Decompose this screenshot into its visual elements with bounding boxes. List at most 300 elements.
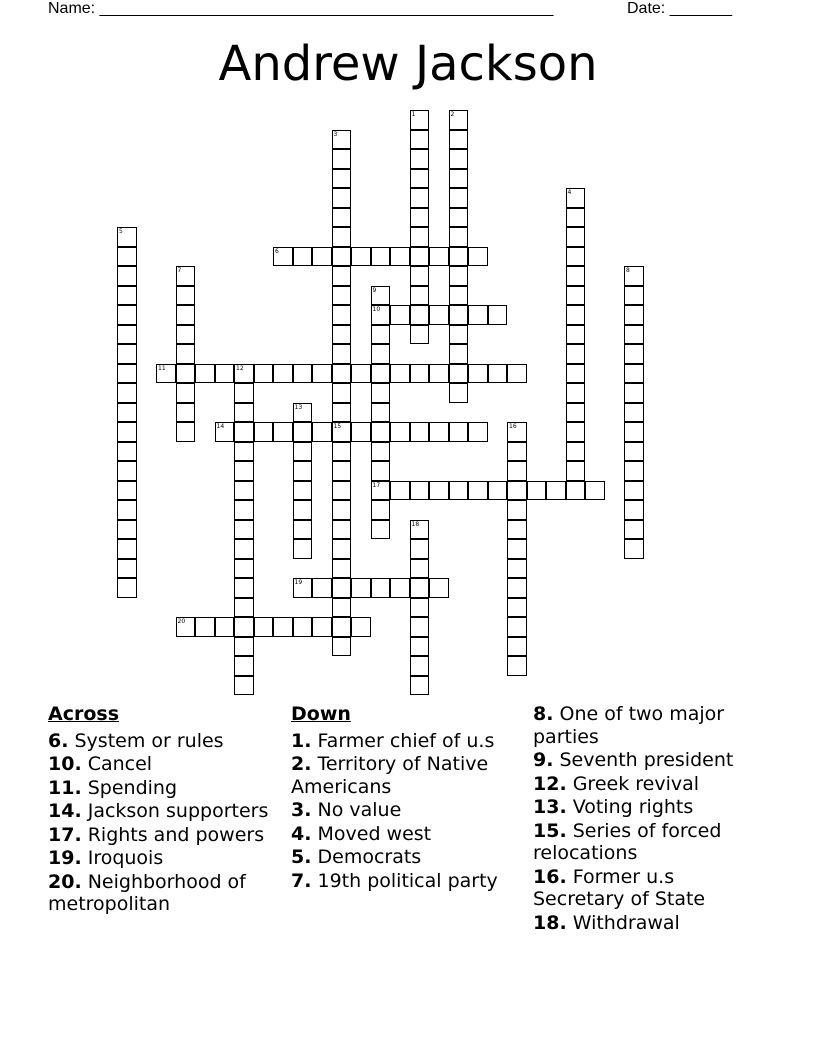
grid-cell[interactable] bbox=[488, 305, 508, 325]
grid-cell[interactable] bbox=[234, 422, 254, 442]
grid-cell[interactable] bbox=[117, 422, 137, 442]
grid-cell[interactable] bbox=[449, 266, 469, 286]
clue-number: 18 bbox=[411, 520, 420, 528]
grid-cell[interactable] bbox=[624, 266, 644, 286]
grid-cell[interactable] bbox=[410, 539, 430, 559]
grid-cell[interactable] bbox=[234, 578, 254, 598]
grid-cell[interactable] bbox=[176, 617, 196, 637]
grid-cell[interactable] bbox=[449, 110, 469, 130]
clue-item bbox=[48, 871, 288, 916]
grid-cell[interactable] bbox=[332, 442, 352, 462]
grid-cell[interactable] bbox=[507, 364, 527, 384]
grid-cell[interactable] bbox=[117, 286, 137, 306]
grid-cell[interactable] bbox=[566, 325, 586, 345]
clue-number-label: 20. bbox=[48, 870, 82, 893]
grid-cell[interactable] bbox=[507, 461, 527, 481]
grid-cell[interactable] bbox=[624, 520, 644, 540]
clue-number-label: 8. bbox=[533, 703, 554, 725]
clue-item bbox=[48, 753, 288, 776]
grid-cell[interactable] bbox=[624, 539, 644, 559]
grid-cell[interactable] bbox=[390, 578, 410, 598]
grid-cell[interactable] bbox=[507, 598, 527, 618]
clue-item bbox=[48, 777, 288, 800]
clue-text: No value bbox=[311, 799, 402, 821]
clue-text: 19th political party bbox=[311, 869, 498, 892]
grid-cell[interactable] bbox=[410, 169, 430, 189]
grid-cell[interactable] bbox=[566, 266, 586, 286]
puzzle-title: Andrew Jackson bbox=[218, 36, 598, 92]
grid-cell[interactable] bbox=[566, 461, 586, 481]
grid-cell[interactable] bbox=[117, 403, 137, 423]
clue-text: Series of forced relocations bbox=[533, 819, 722, 864]
clue-number: 6 bbox=[275, 247, 279, 255]
grid-cell[interactable] bbox=[312, 364, 332, 384]
grid-cell[interactable] bbox=[566, 364, 586, 384]
grid-cell[interactable] bbox=[332, 578, 352, 598]
grid-cell[interactable] bbox=[332, 364, 352, 384]
grid-cell[interactable] bbox=[410, 286, 430, 306]
grid-cell[interactable] bbox=[117, 461, 137, 481]
grid-cell[interactable] bbox=[117, 481, 137, 501]
grid-cell[interactable] bbox=[293, 247, 313, 267]
across-clue-list bbox=[48, 730, 288, 916]
down-clues-column-continued bbox=[533, 703, 763, 935]
grid-cell[interactable] bbox=[449, 481, 469, 501]
grid-cell[interactable] bbox=[371, 520, 391, 540]
grid-cell[interactable] bbox=[566, 442, 586, 462]
grid-cell[interactable] bbox=[117, 442, 137, 462]
grid-cell[interactable] bbox=[293, 461, 313, 481]
clue-item bbox=[291, 846, 531, 869]
grid-cell[interactable] bbox=[566, 247, 586, 267]
grid-cell[interactable] bbox=[234, 617, 254, 637]
grid-cell[interactable] bbox=[176, 286, 196, 306]
clue-number: 14 bbox=[216, 423, 225, 430]
grid-cell[interactable] bbox=[410, 149, 430, 169]
grid-cell[interactable] bbox=[332, 149, 352, 169]
grid-cell[interactable] bbox=[176, 344, 196, 364]
grid-cell[interactable] bbox=[410, 305, 430, 325]
grid-cell[interactable] bbox=[195, 617, 215, 637]
grid-cell[interactable] bbox=[507, 442, 527, 462]
grid-cell[interactable] bbox=[371, 325, 391, 345]
grid-cell[interactable] bbox=[332, 130, 352, 150]
grid-cell[interactable] bbox=[351, 578, 371, 598]
grid-cell[interactable] bbox=[293, 403, 313, 423]
grid-cell[interactable] bbox=[273, 247, 293, 267]
clue-number: 17 bbox=[372, 481, 381, 489]
grid-cell[interactable] bbox=[449, 188, 469, 208]
grid-cell[interactable] bbox=[215, 422, 235, 442]
grid-cell[interactable] bbox=[312, 247, 332, 267]
clue-number: 13 bbox=[294, 403, 303, 411]
grid-cell[interactable] bbox=[117, 305, 137, 325]
grid-cell[interactable] bbox=[371, 286, 391, 306]
grid-cell[interactable] bbox=[332, 520, 352, 540]
grid-cell[interactable] bbox=[332, 617, 352, 637]
grid-cell[interactable] bbox=[449, 247, 469, 267]
clue-text: Greek revival bbox=[566, 772, 700, 795]
grid-cell[interactable] bbox=[332, 598, 352, 618]
grid-cell[interactable] bbox=[332, 344, 352, 364]
grid-cell[interactable] bbox=[507, 656, 527, 676]
grid-cell[interactable] bbox=[410, 656, 430, 676]
grid-cell[interactable] bbox=[332, 227, 352, 247]
clue-number: 19 bbox=[294, 579, 303, 586]
clue-number: 3 bbox=[333, 130, 338, 138]
grid-cell[interactable] bbox=[449, 325, 469, 345]
down-clues-column bbox=[291, 703, 531, 893]
grid-cell[interactable] bbox=[234, 500, 254, 520]
grid-cell[interactable] bbox=[410, 637, 430, 657]
grid-cell[interactable] bbox=[371, 403, 391, 423]
clue-number-label: 12. bbox=[533, 772, 567, 795]
grid-cell[interactable] bbox=[624, 500, 644, 520]
grid-cell[interactable] bbox=[371, 364, 391, 384]
grid-cell[interactable] bbox=[332, 188, 352, 208]
grid-cell[interactable] bbox=[410, 266, 430, 286]
across-heading: Across bbox=[48, 703, 120, 725]
grid-cell[interactable] bbox=[429, 578, 449, 598]
grid-cell[interactable] bbox=[468, 422, 488, 442]
grid-cell[interactable] bbox=[468, 247, 488, 267]
clue-text: Neighborhood of metropolitan bbox=[48, 870, 246, 915]
grid-cell[interactable] bbox=[449, 208, 469, 228]
grid-cell[interactable] bbox=[624, 422, 644, 442]
grid-cell[interactable] bbox=[507, 481, 527, 501]
grid-cell[interactable] bbox=[624, 286, 644, 306]
clue-text: Iroquois bbox=[81, 847, 164, 869]
grid-cell[interactable] bbox=[390, 481, 410, 501]
clue-item bbox=[48, 800, 288, 823]
clue-item bbox=[533, 703, 763, 748]
grid-cell[interactable] bbox=[176, 403, 196, 423]
grid-cell[interactable] bbox=[234, 364, 254, 384]
grid-cell[interactable] bbox=[371, 422, 391, 442]
grid-cell[interactable] bbox=[332, 422, 352, 442]
grid-cell[interactable] bbox=[215, 617, 235, 637]
grid-cell[interactable] bbox=[449, 422, 469, 442]
grid-cell[interactable] bbox=[468, 364, 488, 384]
grid-cell[interactable] bbox=[410, 422, 430, 442]
grid-cell[interactable] bbox=[351, 617, 371, 637]
grid-cell[interactable] bbox=[546, 481, 566, 501]
grid-cell[interactable] bbox=[429, 247, 449, 267]
grid-cell[interactable] bbox=[410, 325, 430, 345]
grid-cell[interactable] bbox=[429, 422, 449, 442]
grid-cell[interactable] bbox=[332, 461, 352, 481]
clue-number: 2 bbox=[450, 111, 455, 118]
grid-cell[interactable] bbox=[293, 578, 313, 598]
clue-text: One of two major parties bbox=[533, 703, 725, 748]
grid-cell[interactable] bbox=[117, 364, 137, 384]
grid-cell[interactable] bbox=[234, 520, 254, 540]
date-field-label: Date: _______ bbox=[627, 0, 732, 17]
clue-item bbox=[533, 912, 763, 935]
grid-cell[interactable] bbox=[117, 266, 137, 286]
clue-number-label: 7. bbox=[291, 869, 312, 892]
grid-cell[interactable] bbox=[312, 422, 332, 442]
grid-cell[interactable] bbox=[176, 325, 196, 345]
grid-cell[interactable] bbox=[234, 656, 254, 676]
grid-cell[interactable] bbox=[351, 422, 371, 442]
grid-cell[interactable] bbox=[371, 247, 391, 267]
grid-cell[interactable] bbox=[429, 364, 449, 384]
grid-cell[interactable] bbox=[624, 481, 644, 501]
grid-cell[interactable] bbox=[293, 539, 313, 559]
grid-cell[interactable] bbox=[585, 481, 605, 501]
clue-text: Jackson supporters bbox=[81, 800, 269, 822]
grid-cell[interactable] bbox=[449, 305, 469, 325]
grid-cell[interactable] bbox=[176, 266, 196, 286]
clue-item bbox=[533, 796, 763, 819]
clue-number-label: 4. bbox=[291, 822, 312, 845]
grid-cell[interactable] bbox=[273, 364, 293, 384]
clue-number-label: 13. bbox=[533, 796, 567, 818]
clue-item bbox=[291, 823, 531, 846]
grid-cell[interactable] bbox=[254, 422, 274, 442]
grid-cell[interactable] bbox=[332, 539, 352, 559]
grid-cell[interactable] bbox=[254, 364, 274, 384]
clue-number: 7 bbox=[177, 267, 182, 274]
grid-cell[interactable] bbox=[507, 617, 527, 637]
grid-cell[interactable] bbox=[449, 149, 469, 169]
grid-cell[interactable] bbox=[293, 422, 313, 442]
grid-cell[interactable] bbox=[624, 364, 644, 384]
grid-cell[interactable] bbox=[234, 481, 254, 501]
grid-cell[interactable] bbox=[293, 500, 313, 520]
grid-cell[interactable] bbox=[624, 442, 644, 462]
grid-cell[interactable] bbox=[566, 383, 586, 403]
down-clue-list bbox=[291, 730, 531, 893]
grid-cell[interactable] bbox=[624, 325, 644, 345]
clue-number: 20 bbox=[177, 618, 186, 625]
grid-cell[interactable] bbox=[312, 578, 332, 598]
grid-cell[interactable] bbox=[507, 422, 527, 442]
grid-cell[interactable] bbox=[156, 364, 176, 384]
grid-cell[interactable] bbox=[410, 559, 430, 579]
grid-cell[interactable] bbox=[371, 442, 391, 462]
grid-cell[interactable] bbox=[176, 364, 196, 384]
grid-cell[interactable] bbox=[117, 325, 137, 345]
grid-cell[interactable] bbox=[371, 481, 391, 501]
grid-cell[interactable] bbox=[332, 169, 352, 189]
grid-cell[interactable] bbox=[566, 481, 586, 501]
grid-cell[interactable] bbox=[293, 364, 313, 384]
clue-item bbox=[48, 847, 288, 870]
clue-number-label: 14. bbox=[48, 800, 82, 822]
grid-cell[interactable] bbox=[566, 208, 586, 228]
grid-cell[interactable] bbox=[449, 169, 469, 189]
grid-cell[interactable] bbox=[429, 481, 449, 501]
grid-cell[interactable] bbox=[293, 481, 313, 501]
grid-cell[interactable] bbox=[293, 442, 313, 462]
grid-cell[interactable] bbox=[234, 598, 254, 618]
clue-text: Seventh president bbox=[553, 749, 734, 771]
grid-cell[interactable] bbox=[332, 481, 352, 501]
grid-cell[interactable] bbox=[410, 208, 430, 228]
grid-cell[interactable] bbox=[566, 305, 586, 325]
grid-cell[interactable] bbox=[332, 286, 352, 306]
grid-cell[interactable] bbox=[566, 344, 586, 364]
clue-text: Moved west bbox=[311, 822, 432, 845]
grid-cell[interactable] bbox=[117, 520, 137, 540]
grid-cell[interactable] bbox=[293, 520, 313, 540]
grid-cell[interactable] bbox=[234, 637, 254, 657]
down-clue-list-continued bbox=[533, 703, 763, 934]
clue-number-label: 10. bbox=[48, 753, 82, 775]
grid-cell[interactable] bbox=[410, 617, 430, 637]
grid-cell[interactable] bbox=[488, 481, 508, 501]
grid-cell[interactable] bbox=[234, 383, 254, 403]
grid-cell[interactable] bbox=[371, 344, 391, 364]
grid-cell[interactable] bbox=[332, 305, 352, 325]
grid-cell[interactable] bbox=[195, 364, 215, 384]
grid-cell[interactable] bbox=[410, 481, 430, 501]
grid-cell[interactable] bbox=[332, 403, 352, 423]
grid-cell[interactable] bbox=[332, 247, 352, 267]
grid-cell[interactable] bbox=[117, 578, 137, 598]
grid-cell[interactable] bbox=[273, 617, 293, 637]
grid-cell[interactable] bbox=[449, 383, 469, 403]
grid-cell[interactable] bbox=[234, 676, 254, 696]
grid-cell[interactable] bbox=[566, 188, 586, 208]
clue-item bbox=[533, 773, 763, 796]
grid-cell[interactable] bbox=[312, 617, 332, 637]
clue-text: Farmer chief of u.s bbox=[311, 729, 495, 752]
grid-cell[interactable] bbox=[371, 578, 391, 598]
grid-cell[interactable] bbox=[117, 344, 137, 364]
grid-cell[interactable] bbox=[507, 500, 527, 520]
grid-cell[interactable] bbox=[488, 364, 508, 384]
grid-cell[interactable] bbox=[410, 247, 430, 267]
grid-cell[interactable] bbox=[410, 364, 430, 384]
grid-cell[interactable] bbox=[410, 188, 430, 208]
clue-text: Territory of Native Americans bbox=[291, 753, 489, 798]
grid-cell[interactable] bbox=[117, 559, 137, 579]
grid-cell[interactable] bbox=[273, 422, 293, 442]
grid-cell[interactable] bbox=[351, 247, 371, 267]
clue-item bbox=[291, 799, 531, 822]
grid-cell[interactable] bbox=[390, 247, 410, 267]
grid-cell[interactable] bbox=[410, 520, 430, 540]
grid-cell[interactable] bbox=[332, 637, 352, 657]
grid-cell[interactable] bbox=[371, 305, 391, 325]
grid-cell[interactable] bbox=[410, 110, 430, 130]
grid-cell[interactable] bbox=[449, 364, 469, 384]
clue-number: 5 bbox=[119, 228, 123, 235]
grid-cell[interactable] bbox=[566, 286, 586, 306]
clue-number-label: 18. bbox=[533, 911, 567, 934]
grid-cell[interactable] bbox=[332, 325, 352, 345]
grid-cell[interactable] bbox=[390, 305, 410, 325]
grid-cell[interactable] bbox=[449, 130, 469, 150]
grid-cell[interactable] bbox=[507, 637, 527, 657]
clue-item bbox=[533, 820, 763, 865]
grid-cell[interactable] bbox=[624, 461, 644, 481]
grid-cell[interactable] bbox=[390, 422, 410, 442]
clue-item bbox=[291, 753, 531, 798]
grid-cell[interactable] bbox=[507, 578, 527, 598]
grid-cell[interactable] bbox=[507, 539, 527, 559]
clue-number: 10 bbox=[372, 306, 381, 313]
grid-cell[interactable] bbox=[468, 305, 488, 325]
grid-cell[interactable] bbox=[176, 422, 196, 442]
grid-cell[interactable] bbox=[410, 676, 430, 696]
grid-cell[interactable] bbox=[332, 559, 352, 579]
clue-number: 15 bbox=[333, 423, 342, 430]
grid-cell[interactable] bbox=[332, 383, 352, 403]
grid-cell[interactable] bbox=[449, 227, 469, 247]
clue-item bbox=[291, 730, 531, 753]
grid-cell[interactable] bbox=[176, 305, 196, 325]
grid-cell[interactable] bbox=[566, 227, 586, 247]
clue-number: 11 bbox=[158, 364, 166, 372]
grid-cell[interactable] bbox=[117, 539, 137, 559]
grid-cell[interactable] bbox=[117, 227, 137, 247]
grid-cell[interactable] bbox=[117, 500, 137, 520]
grid-cell[interactable] bbox=[117, 247, 137, 267]
clue-text: Withdrawal bbox=[566, 911, 680, 934]
grid-cell[interactable] bbox=[176, 383, 196, 403]
grid-cell[interactable] bbox=[215, 364, 235, 384]
clue-number-label: 5. bbox=[291, 846, 312, 868]
grid-cell[interactable] bbox=[390, 364, 410, 384]
grid-cell[interactable] bbox=[234, 539, 254, 559]
grid-cell[interactable] bbox=[624, 383, 644, 403]
clue-item bbox=[291, 870, 531, 893]
clue-text: Spending bbox=[81, 776, 178, 799]
grid-cell[interactable] bbox=[429, 305, 449, 325]
grid-cell[interactable] bbox=[624, 305, 644, 325]
grid-cell[interactable] bbox=[371, 461, 391, 481]
clue-text: Democrats bbox=[311, 846, 422, 868]
grid-cell[interactable] bbox=[371, 383, 391, 403]
grid-cell[interactable] bbox=[449, 286, 469, 306]
clue-number: 4 bbox=[567, 189, 572, 196]
clue-text: Cancel bbox=[81, 753, 153, 775]
grid-cell[interactable] bbox=[410, 130, 430, 150]
grid-cell[interactable] bbox=[351, 364, 371, 384]
grid-cell[interactable] bbox=[507, 559, 527, 579]
grid-cell[interactable] bbox=[624, 403, 644, 423]
grid-cell[interactable] bbox=[566, 422, 586, 442]
grid-cell[interactable] bbox=[234, 559, 254, 579]
down-heading: Down bbox=[291, 703, 351, 725]
grid-cell[interactable] bbox=[293, 617, 313, 637]
grid-cell[interactable] bbox=[449, 344, 469, 364]
grid-cell[interactable] bbox=[410, 578, 430, 598]
clue-item bbox=[533, 866, 763, 911]
grid-cell[interactable] bbox=[332, 500, 352, 520]
grid-cell[interactable] bbox=[410, 598, 430, 618]
grid-cell[interactable] bbox=[410, 227, 430, 247]
grid-cell[interactable] bbox=[527, 481, 547, 501]
grid-cell[interactable] bbox=[234, 442, 254, 462]
grid-cell[interactable] bbox=[234, 461, 254, 481]
grid-cell[interactable] bbox=[468, 481, 488, 501]
grid-cell[interactable] bbox=[234, 403, 254, 423]
grid-cell[interactable] bbox=[117, 383, 137, 403]
grid-cell[interactable] bbox=[624, 344, 644, 364]
clue-item bbox=[533, 749, 763, 772]
grid-cell[interactable] bbox=[254, 617, 274, 637]
grid-cell[interactable] bbox=[566, 403, 586, 423]
grid-cell[interactable] bbox=[332, 266, 352, 286]
grid-cell[interactable] bbox=[332, 208, 352, 228]
grid-cell[interactable] bbox=[371, 500, 391, 520]
grid-cell[interactable] bbox=[507, 520, 527, 540]
